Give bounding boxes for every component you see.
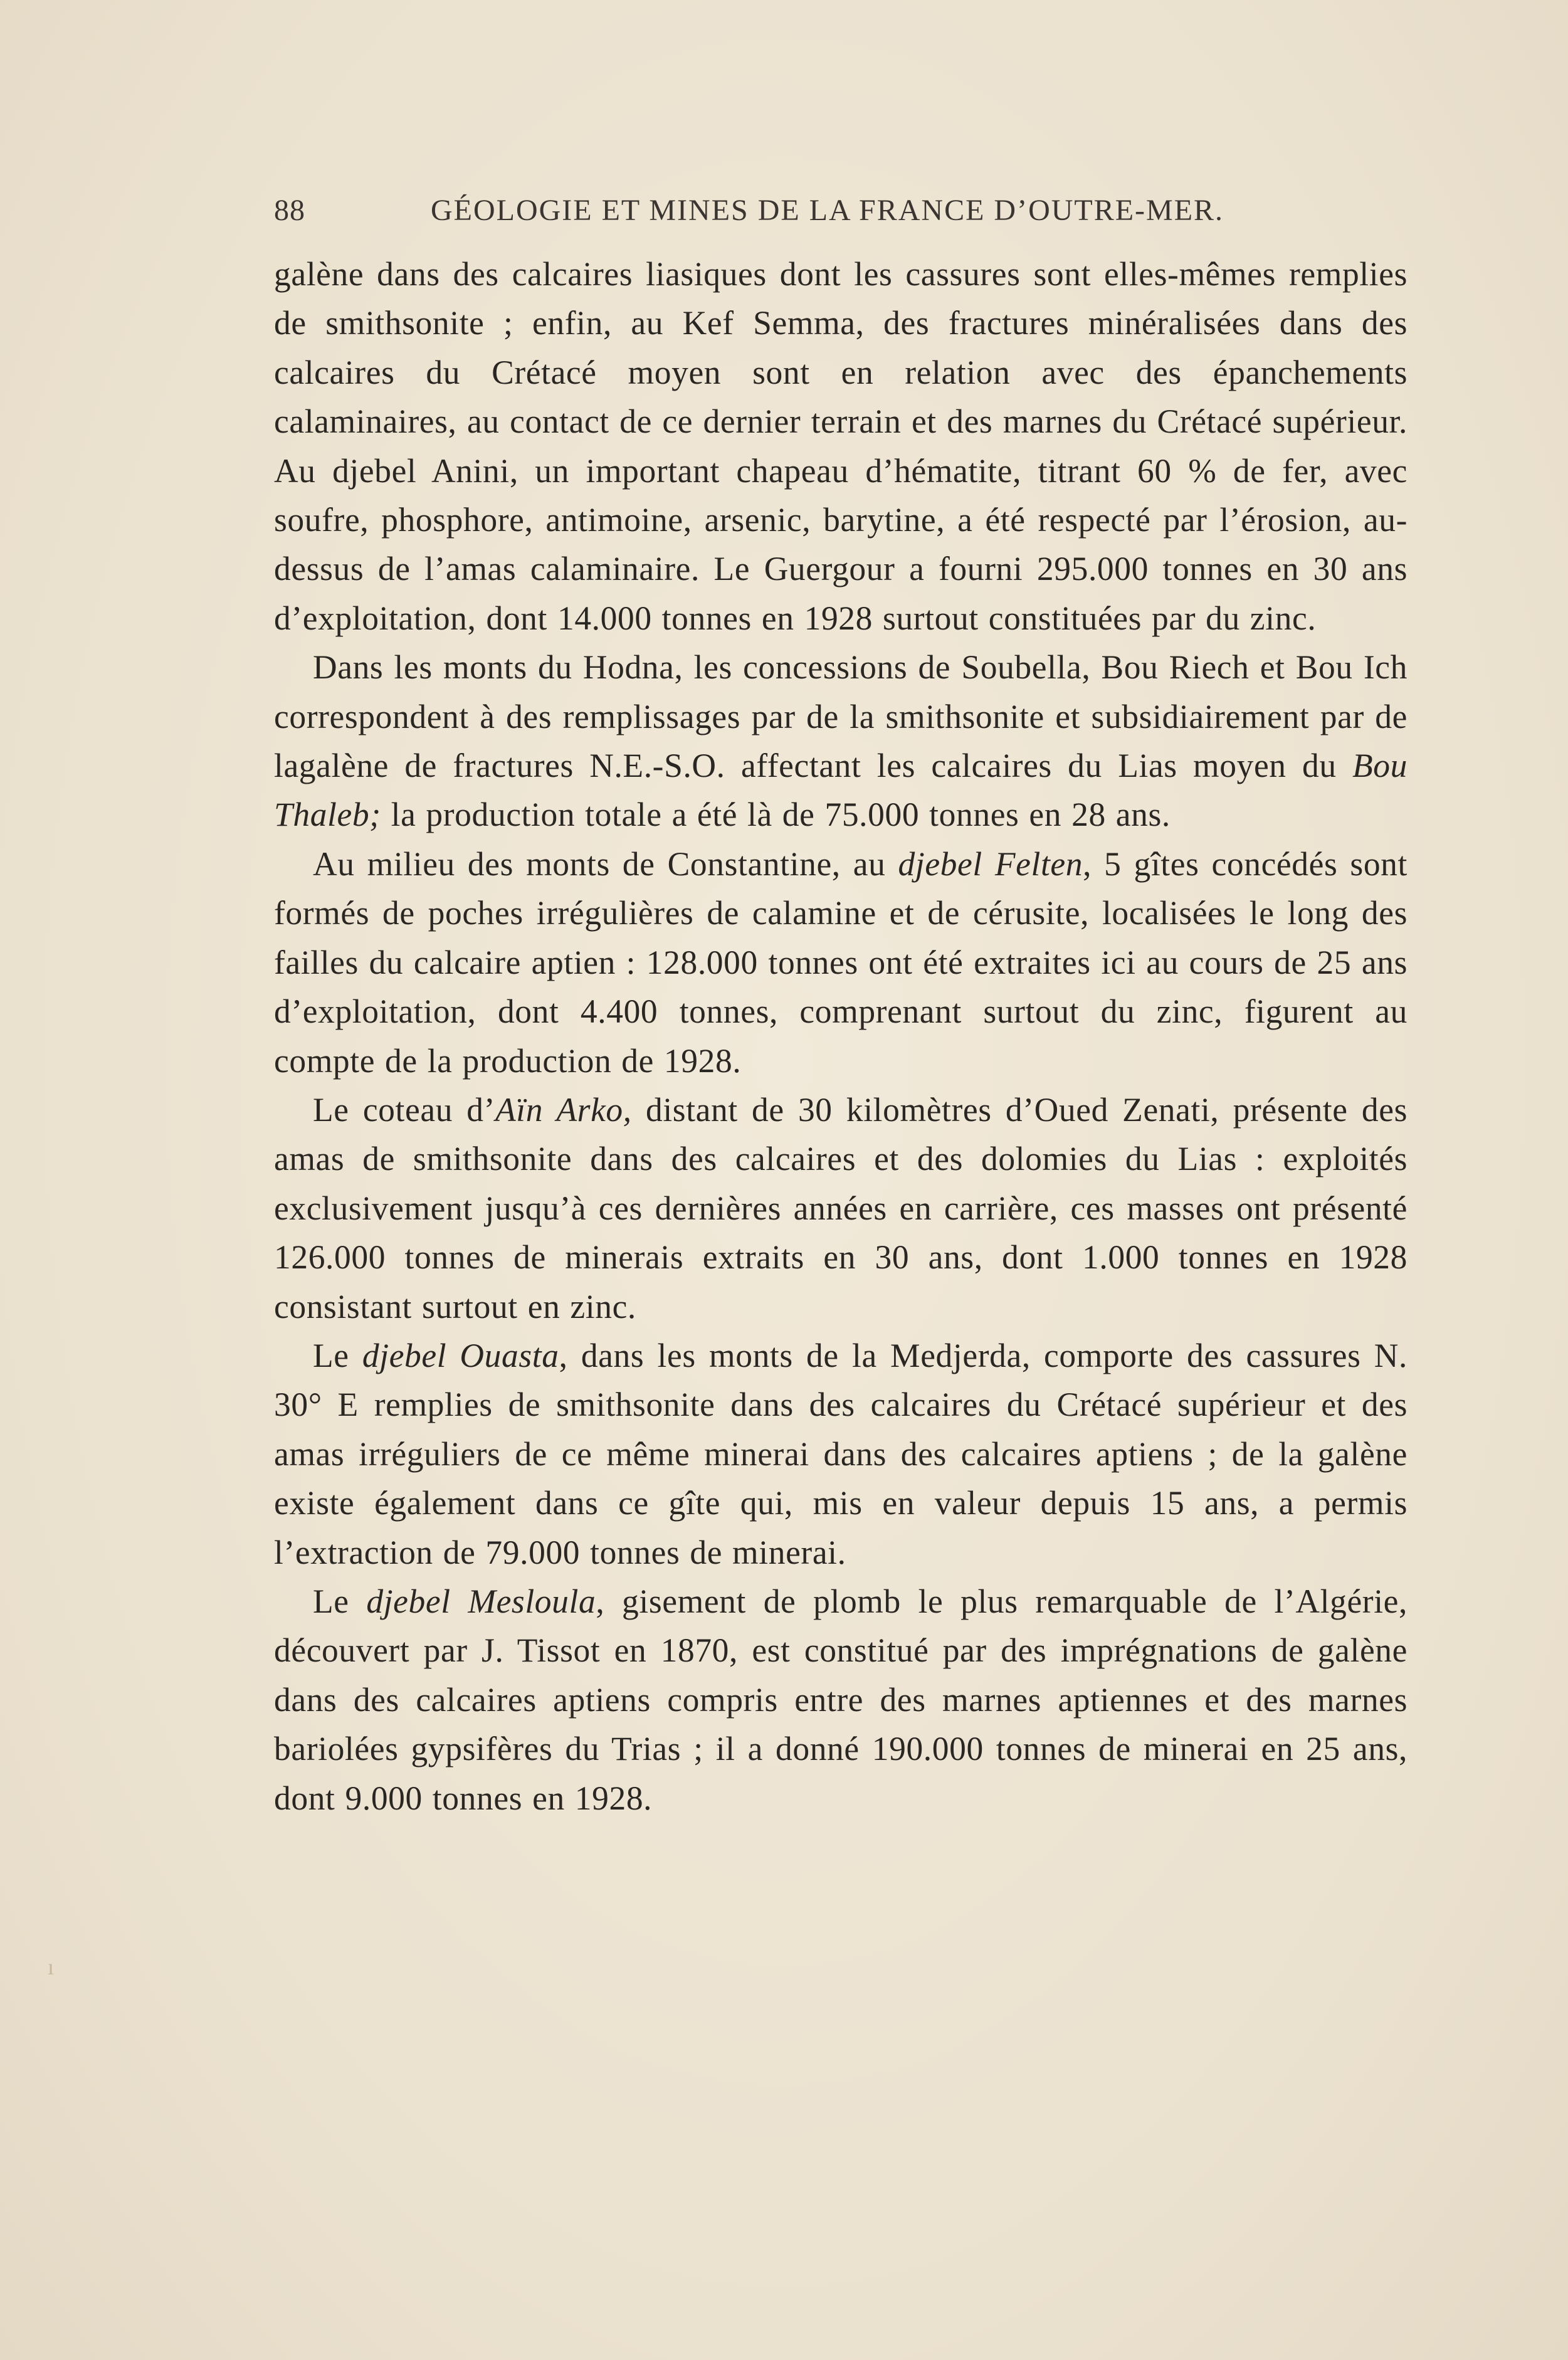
- page-number: 88: [274, 194, 305, 227]
- paragraph-text: Le: [313, 1582, 367, 1620]
- italic-place-name: djebel Felten: [898, 845, 1083, 883]
- paragraph-text: Au milieu des monts de Constantine, au: [313, 845, 898, 883]
- paragraph: [274, 643, 1408, 840]
- paragraph: [274, 840, 1408, 1085]
- paragraph: [274, 1331, 1408, 1577]
- paragraph: [274, 1085, 1408, 1331]
- margin-speck: ı: [48, 1954, 55, 1979]
- paragraph-text: Le: [313, 1336, 362, 1374]
- paragraph-text: la production totale a été là de 75.000 tonnes en 28 ans.: [381, 796, 1171, 834]
- paragraph-text: Le coteau d’: [313, 1090, 496, 1129]
- page-header: [274, 186, 1277, 236]
- paragraph-text: , 5 gîtes concédés sont formés de poches irrégulières de calamine et de cérusite, localisées le long des failles du calcaire aptien : 128.000 tonnes ont été extraites ici au cours de 25 ans d’exploitation, dont 4.400 tonnes, comprenant surtout du zinc, figurent au compte de la production de 1928.: [274, 845, 1408, 1080]
- italic-place-name: djebel Ouasta: [362, 1336, 559, 1374]
- italic-place-name: djebel Mesloula: [366, 1582, 596, 1620]
- italic-place-name: Bou Thaleb;: [274, 747, 1408, 834]
- paragraph: [274, 250, 1408, 643]
- paragraph: [274, 1577, 1408, 1823]
- paragraph-text: , gisement de plomb le plus remarquable de l’Algérie, découvert par J. Tissot en 1870, est constitué par des imprégnations de galène dans des calcaires aptiens compris entre des marnes aptiennes et des marnes bariolées gypsifères du Trias ; il a donné 190.000 tonnes de minerai en 25 ans, dont 9.000 tonnes en 1928.: [274, 1582, 1408, 1817]
- italic-place-name: Aïn Arko,: [495, 1090, 632, 1129]
- paragraph-text: distant de 30 kilomètres d’Oued Zenati, présente des amas de smithsonite dans des calcaires et des dolomies du Lias : exploités exclusivement jusqu’à ces dernières années en carrière, ces masses ont présenté 126.000 tonnes de minerais extraits en 30 ans, dont 1.000 tonnes en 1928 consistant surtout en zinc.: [274, 1090, 1408, 1325]
- paragraph-text: , dans les monts de la Medjerda, comporte des cassures N. 30° E remplies de smithsonite dans des calcaires du Crétacé supérieur et des amas irréguliers de ce même minerai dans des calcaires aptiens ; de la galène existe également dans ce gîte qui, mis en valeur depuis 15 ans, a permis l’extraction de 79.000 tonnes de minerai.: [274, 1336, 1408, 1571]
- paragraph-text: Dans les monts du Hodna, les concessions de Soubella, Bou Riech et Bou Ich correspondent à des remplissages par de la smithsonite et subsidiairement par de lagalène de fractures N.E.-S.O. affectant les calcaires du Lias moyen du: [274, 648, 1408, 785]
- paragraph-text: galène dans des calcaires liasiques dont les cassures sont elles-mêmes remplies de smithsonite ; enfin, au Kef Semma, des fractures minéralisées dans des calcaires du Crétacé moyen sont en relation avec des épanchements calaminaires, au contact de ce dernier terrain et des marnes du Crétacé supérieur. Au djebel Anini, un important chapeau d’hématite, titrant 60 % de fer, avec soufre, phosphore, antimoine, arsenic, barytine, a été respecté par l’érosion, au-dessus de l’amas calaminaire. Le Guergour a fourni 295.000 tonnes en 30 ans d’exploitation, dont 14.000 tonnes en 1928 surtout constituées par du zinc.: [274, 255, 1408, 637]
- running-title: GÉOLOGIE ET MINES DE LA FRANCE D’OUTRE-MER.: [431, 194, 1224, 227]
- body-text: [274, 250, 1408, 1823]
